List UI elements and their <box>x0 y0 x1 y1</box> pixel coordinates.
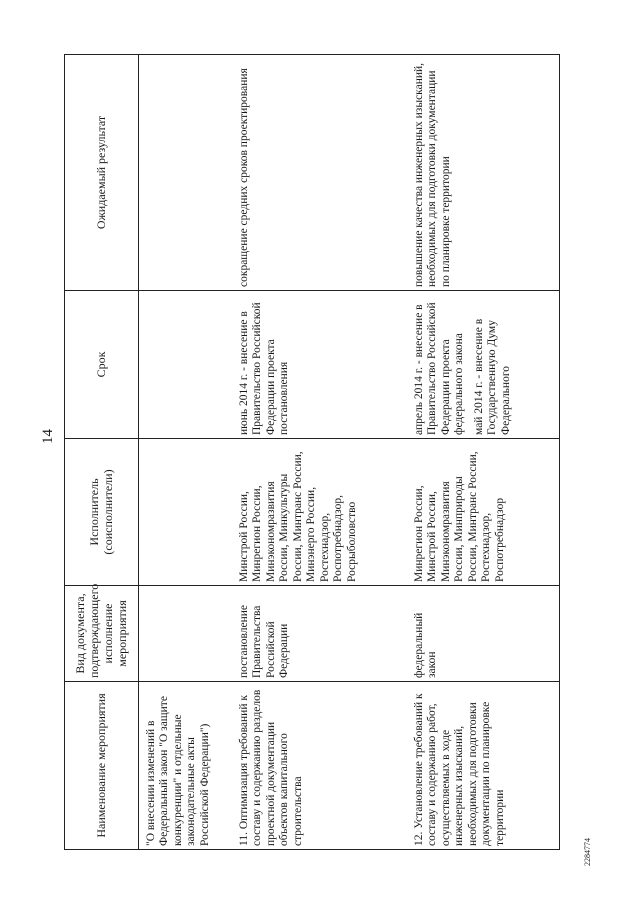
cell-deadline <box>409 291 560 439</box>
deadline-entry: апрель 2014 г. - внесение в Правительство Российской Федерации проекта федерального закона <box>413 302 466 435</box>
cell-measure-name: 12. Установление требований к составу и содержанию работ, осуществляемых в ходе инженерных изысканий, необходимых для подготовки документации по планировке территории <box>409 682 560 850</box>
deadline-entry: июнь 2014 г. - внесение в Правительство Российской Федерации проекта постановления <box>238 302 291 435</box>
cell-expected-result: сокращение средних сроков проектирования <box>234 55 409 291</box>
header-deadline: Срок <box>65 291 139 439</box>
cell-executors: Минрегион России, Минстрой России, Минэкономразвития России, Минприроды России, Минтранс России, Ростехнадзор, Роспотребнадзор <box>409 439 560 586</box>
document-code: 2284774 <box>583 838 592 866</box>
table-row <box>409 55 560 850</box>
header-executors: Исполнитель (соисполнители) <box>65 439 139 586</box>
cell-deadline <box>234 291 409 439</box>
table-row <box>234 55 409 850</box>
page-number: 14 <box>40 429 56 444</box>
cell-measure-name: 11. Оптимизация требований к составу и содержанию разделов проектной документации объектов капитального строительства <box>234 682 409 850</box>
cell-expected-result: повышение качества инженерных изысканий, необходимых для подготовки документации по планировке территории <box>409 55 560 291</box>
cell-expected-result <box>139 55 235 291</box>
table-header-row <box>65 55 139 850</box>
table-row <box>139 55 235 850</box>
cell-document-type <box>139 586 235 682</box>
cell-measure-name: "О внесении изменений в Федеральный закон "О защите конкуренции" и отдельные законодательные акты Российской Федерации") <box>139 682 235 850</box>
document-table-rotated <box>64 55 545 850</box>
header-document-type: Вид документа, подтверждающего исполнение мероприятия <box>65 586 139 682</box>
cell-deadline <box>139 291 235 439</box>
measures-table <box>64 54 560 850</box>
header-expected-result: Ожидаемый результат <box>65 55 139 291</box>
cell-document-type: постановление Правительства Российской Федерации <box>234 586 409 682</box>
header-measure-name: Наименование мероприятия <box>65 682 139 850</box>
deadline-entry: май 2014 г. - внесение в Государственную Думу Федерального <box>472 318 512 435</box>
cell-executors: Минстрой России, Минрегион России, Минэкономразвития России, Минкультуры России, Минтранс России, Минэнерго России, Ростехнадзор, Роспотребнадзор, Росрыболовство <box>234 439 409 586</box>
cell-executors <box>139 439 235 586</box>
cell-document-type: федеральный закон <box>409 586 560 682</box>
